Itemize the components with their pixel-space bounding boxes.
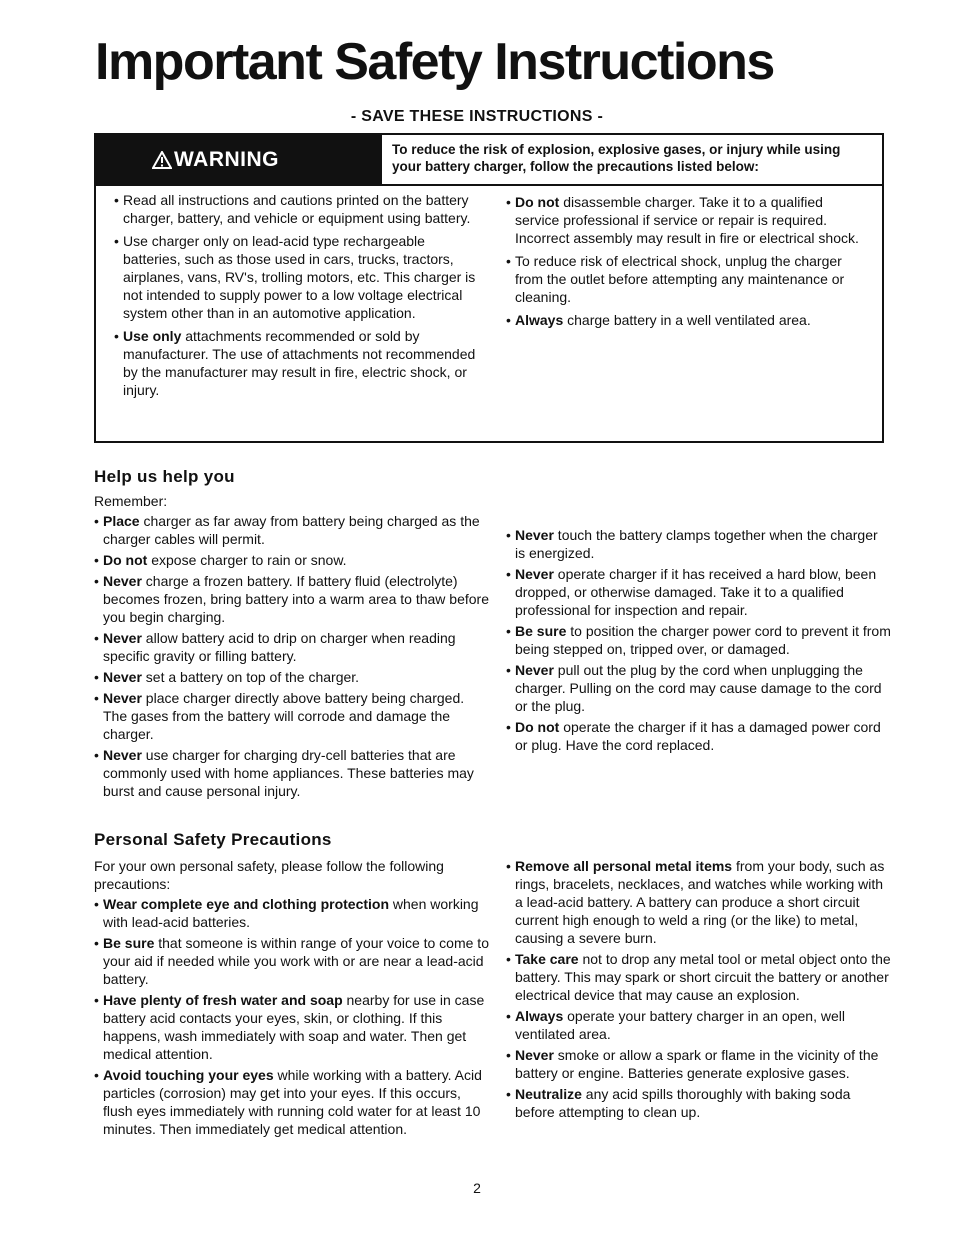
list-item-text: operate charger if it has received a hard blow, been dropped, or otherwise damaged. Take it to a qualified professional for inspection and repair. — [515, 566, 877, 618]
list-item — [506, 950, 891, 1004]
list-item-bold: Never — [515, 662, 554, 678]
list-item-bold: Have plenty of fresh water and soap — [103, 992, 343, 1008]
help-heading: Help us help you — [94, 467, 235, 486]
list-item-text: that someone is within range of your voice to come to your aid if needed while you work with or are near a lead-acid battery. — [103, 935, 489, 987]
list-item-text: pull out the plug by the cord when unplugging the charger. Pulling on the cord may cause damage to the cord or the plug. — [515, 662, 882, 714]
list-item — [506, 718, 891, 754]
list-item-text: expose charger to rain or snow. — [147, 552, 347, 568]
list-item-text: any acid spills thoroughly with baking soda before attempting to clean up. — [515, 1086, 851, 1120]
help-right-list — [506, 526, 891, 757]
list-item-bold: Take care — [515, 951, 579, 967]
list-item-text: when working with lead-acid batteries. — [103, 896, 479, 930]
list-item-text: attachments recommended or sold by manufacturer. The use of attachments not recommended by the manufacturer may result in fire, electric shock, or injury. — [123, 328, 476, 398]
list-item-text: To reduce risk of electrical shock, unplug the charger from the outlet before attempting any maintenance or cleaning. — [515, 253, 845, 305]
list-item-text: charger as far away from battery being charged as the charger cables will permit. — [103, 513, 480, 547]
list-item-bold: Be sure — [515, 623, 567, 639]
personal-right-list — [506, 857, 891, 1124]
list-item-bold: Never — [515, 527, 554, 543]
list-item — [506, 252, 868, 306]
list-item-text: touch the battery clamps together when the charger is energized. — [515, 527, 878, 561]
warning-right-list — [506, 193, 868, 334]
list-item — [94, 991, 489, 1063]
list-item — [506, 622, 891, 658]
list-item-bold: Remove all personal metal items — [515, 858, 733, 874]
list-item — [506, 1007, 891, 1043]
list-item — [94, 689, 489, 743]
warning-box — [94, 133, 884, 443]
list-item-bold: Never — [103, 669, 142, 685]
list-item — [94, 934, 489, 988]
list-item-text: set a battery on top of the charger. — [141, 669, 360, 685]
help-left-column — [94, 492, 489, 803]
list-item-text: Read all instructions and cautions printed on the battery charger, battery, and vehicle or equipment using battery. — [123, 192, 471, 226]
list-item — [506, 857, 891, 947]
help-intro: Remember: — [94, 493, 168, 509]
list-item-bold: Place — [103, 513, 140, 529]
list-item — [94, 629, 489, 665]
list-item-text: not to drop any metal tool or metal object onto the battery. This may spark or short circuit the battery or another electrical device that may cause an explosion. — [515, 951, 891, 1003]
list-item-text: smoke or allow a spark or flame in the vicinity of the battery or engine. Batteries generate explosive gases. — [515, 1047, 879, 1081]
page-subtitle: - SAVE THESE INSTRUCTIONS - — [350, 108, 604, 125]
list-item-bold: Wear complete eye and clothing protection — [103, 896, 390, 912]
list-item — [94, 512, 489, 548]
warning-lead-text: To reduce the risk of explosion, explosive gases, or injury while using your battery charger, follow the precautions listed below: — [392, 142, 841, 174]
list-item-bold: Do not — [515, 194, 560, 210]
list-item — [114, 327, 484, 399]
warning-banner — [96, 135, 382, 184]
list-item — [506, 661, 891, 715]
list-item-bold: Never — [103, 690, 142, 706]
list-item-text: from your body, such as rings, bracelets, necklaces, and watches while working with a lead-acid battery. A battery can produce a short circuit current high enough to weld a ring (or the like) to metal, causing a severe burn. — [515, 858, 885, 946]
warning-divider — [96, 184, 882, 186]
help-left-list — [94, 512, 489, 800]
list-item-text: charge a frozen battery. If battery fluid (electrolyte) becomes frozen, bring battery into a warm area to thaw before you begin charging. — [103, 573, 489, 625]
list-item-bold: Always — [515, 1008, 564, 1024]
list-item — [94, 551, 489, 569]
list-item-text: operate your battery charger in an open, well ventilated area. — [515, 1008, 845, 1042]
list-item-text: to position the charger power cord to prevent it from being stepped on, tripped over, or damaged. — [515, 623, 891, 657]
warning-label: WARNING — [174, 147, 279, 171]
list-item — [114, 191, 484, 227]
list-item — [506, 526, 891, 562]
list-item-text: disassemble charger. Take it to a qualified service professional if service or repair is required. Incorrect assembly may result in fire or electrical shock. — [515, 194, 859, 246]
list-item-bold: Use only — [123, 328, 182, 344]
list-item-text: charge battery in a well ventilated area. — [563, 312, 811, 328]
list-item — [94, 572, 489, 626]
list-item-bold: Never — [103, 747, 142, 763]
list-item-bold: Never — [103, 573, 142, 589]
personal-left-column — [94, 857, 489, 1141]
list-item — [94, 668, 489, 686]
list-item-text: while working with a battery. Acid particles (corrosion) may get into your eyes. If this occurs, flush eyes immediately with running cold water for at least 10 minutes. Then immediately get medical attention. — [103, 1067, 482, 1137]
list-item — [94, 1066, 489, 1138]
personal-heading: Personal Safety Precautions — [94, 830, 332, 849]
list-item — [114, 232, 484, 322]
list-item — [506, 1046, 891, 1082]
warning-left-list — [114, 191, 484, 404]
page-number: 2 — [473, 1180, 481, 1196]
list-item — [94, 746, 489, 800]
list-item-text: operate the charger if it has a damaged power cord or plug. Have the cord replaced. — [515, 719, 881, 753]
list-item — [506, 311, 868, 329]
warning-triangle-icon — [152, 151, 172, 169]
list-item-bold: Neutralize — [515, 1086, 582, 1102]
list-item — [94, 895, 489, 931]
list-item-bold: Do not — [515, 719, 560, 735]
list-item-text: allow battery acid to drip on charger when reading specific gravity or filling battery. — [103, 630, 456, 664]
list-item-text: use charger for charging dry-cell batteries that are commonly used with home appliances. These batteries may burst and cause personal injury. — [103, 747, 474, 799]
list-item-bold: Avoid touching your eyes — [103, 1067, 274, 1083]
list-item — [506, 565, 891, 619]
list-item-bold: Never — [515, 1047, 554, 1063]
list-item — [506, 193, 868, 247]
list-item-bold: Always — [515, 312, 564, 328]
list-item-bold: Never — [103, 630, 142, 646]
list-item-text: Use charger only on lead-acid type rechargeable batteries, such as those used in cars, trucks, tractors, airplanes, vans, RV's, trolling motors, etc. This charger is not intended to supply power to a low voltage electrical system other than in an automotive application. — [123, 233, 476, 321]
personal-intro: For your own personal safety, please follow the following precautions: — [94, 858, 444, 892]
list-item-text: nearby for use in case battery acid contacts your eyes, skin, or clothing. If this happens, wash immediately with soap and water. Then get medical attention. — [103, 992, 485, 1062]
page-title: Important Safety Instructions — [95, 33, 774, 91]
list-item-text: place charger directly above battery being charged. The gases from the battery will corrode and damage the charger. — [103, 690, 465, 742]
list-item — [506, 1085, 891, 1121]
list-item-bold: Do not — [103, 552, 148, 568]
personal-left-list — [94, 895, 489, 1138]
list-item-bold: Be sure — [103, 935, 155, 951]
list-item-bold: Never — [515, 566, 554, 582]
